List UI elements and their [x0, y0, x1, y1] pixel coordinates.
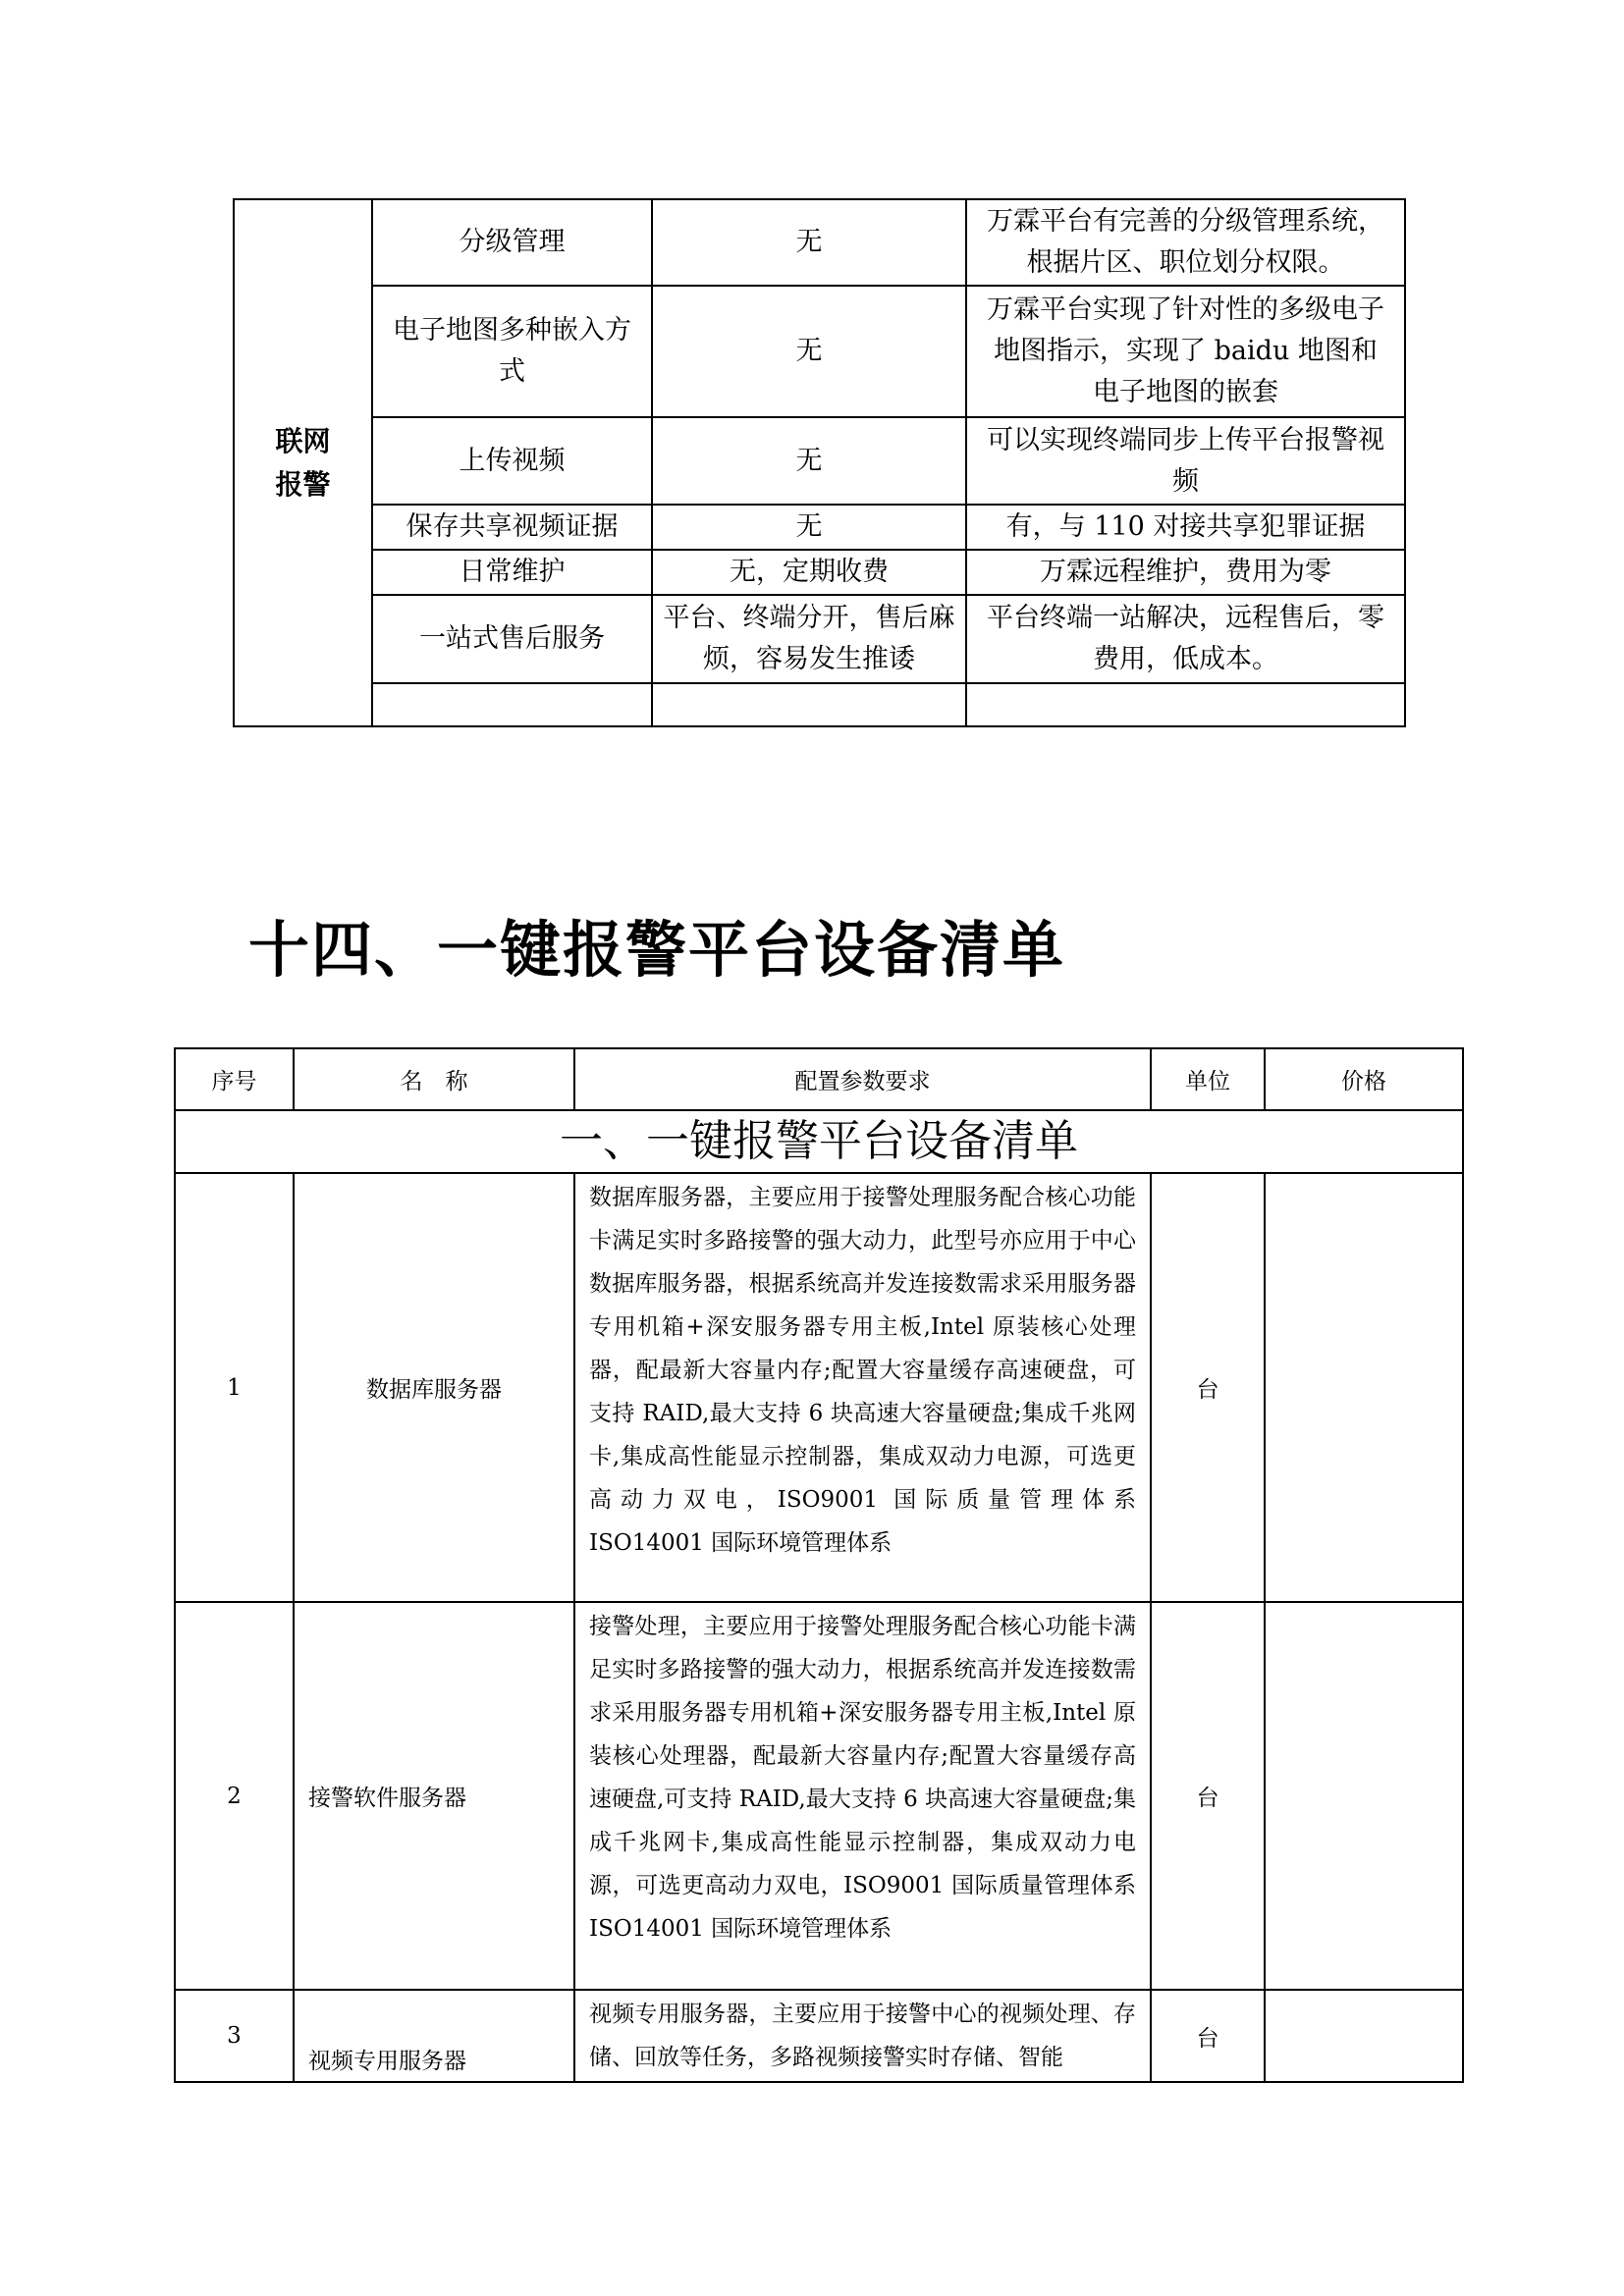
item-params: 视频专用服务器，主要应用于接警中心的视频处理、存储、回放等任务，多路视频接警实时存储、智能	[574, 1990, 1151, 2082]
header-name: 名 称	[294, 1048, 574, 1110]
table-row	[234, 505, 1405, 550]
subheading-row	[175, 1110, 1463, 1173]
table-row	[175, 1990, 1463, 2082]
header-price: 价格	[1265, 1048, 1463, 1110]
header-unit: 单位	[1151, 1048, 1265, 1110]
feature-cell: 电子地图多种嵌入方式	[372, 286, 652, 417]
equipment-table	[174, 1047, 1464, 2083]
item-params: 数据库服务器，主要应用于接警处理服务配合核心功能卡满足实时多路接警的强大动力，此型号亦应用于中心数据库服务器，根据系统高并发连接数需求采用服务器专用机箱+深安服务器专用主板,Intel 原装核心处理器，配最新大容量内存;配置大容量缓存高速硬盘，可支持 RAID,最大支持 6 块高速大容量硬盘;集成千兆网卡,集成高性能显示控制器，集成双动力电源，可选更高动力双电，ISO9001 国际质量管理体系 ISO14001 国际环境管理体系	[574, 1173, 1151, 1602]
others-cell: 无	[652, 417, 966, 505]
others-cell: 无	[652, 505, 966, 550]
section-title: 十四、一键报警平台设备清单	[248, 914, 1066, 986]
others-cell: 无	[652, 199, 966, 286]
feature-cell: 保存共享视频证据	[372, 505, 652, 550]
table-row	[234, 550, 1405, 595]
feature-cell: 一站式售后服务	[372, 595, 652, 683]
item-price	[1265, 1173, 1463, 1602]
header-seq: 序号	[175, 1048, 294, 1110]
item-unit: 台	[1151, 1990, 1265, 2082]
ours-cell: 万霖远程维护，费用为零	[966, 550, 1405, 595]
others-cell: 无，定期收费	[652, 550, 966, 595]
ours-cell: 平台终端一站解决，远程售后，零费用，低成本。	[966, 595, 1405, 683]
table-row	[234, 199, 1405, 286]
feature-cell: 分级管理	[372, 199, 652, 286]
ours-cell: 可以实现终端同步上传平台报警视频	[966, 417, 1405, 505]
item-price	[1265, 1602, 1463, 1990]
ours-cell: 有，与 110 对接共享犯罪证据	[966, 505, 1405, 550]
item-params: 接警处理，主要应用于接警处理服务配合核心功能卡满足实时多路接警的强大动力，根据系统高并发连接数需求采用服务器专用机箱+深安服务器专用主板,Intel 原装核心处理器，配最新大容量内存;配置大容量缓存高速硬盘,可支持 RAID,最大支持 6 块高速大容量硬盘;集成千兆网卡,集成高性能显示控制器，集成双动力电源，可选更高动力双电，ISO9001 国际质量管理体系 ISO14001 国际环境管理体系	[574, 1602, 1151, 1990]
feature-cell: 日常维护	[372, 550, 652, 595]
table-row	[175, 1173, 1463, 1602]
item-name: 数据库服务器	[294, 1173, 574, 1602]
item-seq: 2	[175, 1602, 294, 1990]
item-unit: 台	[1151, 1602, 1265, 1990]
item-seq: 1	[175, 1173, 294, 1602]
table-subheading: 一、一键报警平台设备清单	[175, 1110, 1463, 1173]
table-header-row	[175, 1048, 1463, 1110]
ours-cell	[966, 683, 1405, 726]
feature-cell	[372, 683, 652, 726]
table-row	[234, 595, 1405, 683]
comparison-table	[233, 198, 1406, 727]
item-seq: 3	[175, 1990, 294, 2082]
others-cell: 无	[652, 286, 966, 417]
header-params: 配置参数要求	[574, 1048, 1151, 1110]
item-name: 视频专用服务器	[294, 1990, 574, 2082]
table-row	[175, 1602, 1463, 1990]
others-cell	[652, 683, 966, 726]
ours-cell: 万霖平台实现了针对性的多级电子地图指示，实现了 baidu 地图和电子地图的嵌套	[966, 286, 1405, 417]
table-row	[234, 417, 1405, 505]
feature-cell: 上传视频	[372, 417, 652, 505]
item-price	[1265, 1990, 1463, 2082]
item-unit: 台	[1151, 1173, 1265, 1602]
category-cell: 联网 报警	[234, 199, 372, 726]
ours-cell: 万霖平台有完善的分级管理系统，根据片区、职位划分权限。	[966, 199, 1405, 286]
others-cell: 平台、终端分开，售后麻烦，容易发生推诿	[652, 595, 966, 683]
item-name: 接警软件服务器	[294, 1602, 574, 1990]
table-row	[234, 286, 1405, 417]
table-row	[234, 683, 1405, 726]
